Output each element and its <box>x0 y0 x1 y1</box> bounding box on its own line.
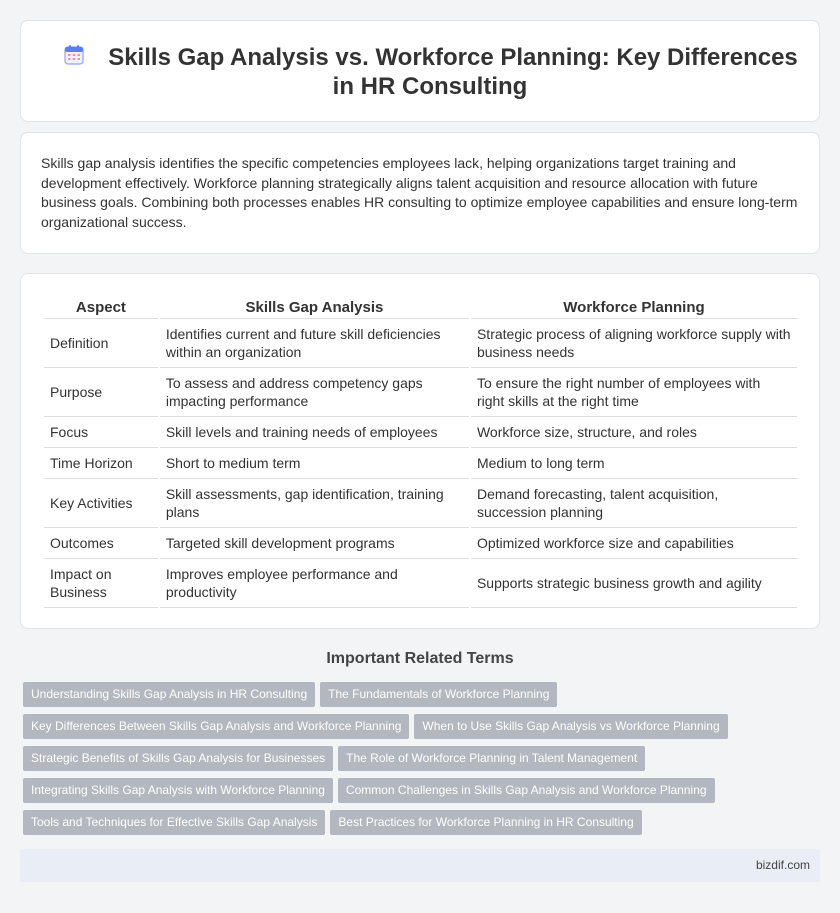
table-cell: Supports strategic business growth and agility <box>471 559 797 608</box>
related-term-link[interactable]: Understanding Skills Gap Analysis in HR Consulting <box>23 682 315 707</box>
column-header: Aspect <box>44 294 158 319</box>
table-cell: Medium to long term <box>471 448 797 479</box>
table-row <box>44 368 797 417</box>
table-cell: Optimized workforce size and capabilities <box>471 528 797 559</box>
title-wrap <box>61 43 799 101</box>
table-cell: Targeted skill development programs <box>160 528 469 559</box>
column-header: Workforce Planning <box>471 294 797 319</box>
related-term-link[interactable]: The Role of Workforce Planning in Talent Management <box>338 746 645 771</box>
table-row <box>44 559 797 608</box>
related-term-link[interactable]: When to Use Skills Gap Analysis vs Workforce Planning <box>414 714 727 739</box>
table-cell: Outcomes <box>44 528 158 559</box>
table-cell: Improves employee performance and productivity <box>160 559 469 608</box>
column-header: Skills Gap Analysis <box>160 294 469 319</box>
comparison-table <box>42 294 799 608</box>
intro-card <box>20 132 820 254</box>
table-cell: Short to medium term <box>160 448 469 479</box>
related-term-link[interactable]: Strategic Benefits of Skills Gap Analysis for Businesses <box>23 746 333 771</box>
related-term-link[interactable]: The Fundamentals of Workforce Planning <box>320 682 557 707</box>
table-cell: Impact on Business <box>44 559 158 608</box>
calendar-icon <box>62 43 86 67</box>
tag-row <box>23 810 823 842</box>
table-cell: Definition <box>44 319 158 368</box>
related-terms-title: Important Related Terms <box>326 650 514 667</box>
tag-row <box>23 682 823 714</box>
table-row <box>44 417 797 448</box>
related-term-link[interactable]: Key Differences Between Skills Gap Analysis and Workforce Planning <box>23 714 409 739</box>
table-cell: To ensure the right number of employees with right skills at the right time <box>471 368 797 417</box>
comparison-card <box>20 273 820 629</box>
table-row <box>44 528 797 559</box>
table-cell: Key Activities <box>44 479 158 528</box>
page-title: Skills Gap Analysis vs. Workforce Planning: Key Differences in HR Consulting <box>108 44 798 100</box>
related-term-link[interactable]: Integrating Skills Gap Analysis with Workforce Planning <box>23 778 333 803</box>
table-row <box>44 448 797 479</box>
table-cell: Time Horizon <box>44 448 158 479</box>
tag-row <box>23 778 823 810</box>
table-cell: Focus <box>44 417 158 448</box>
tag-row <box>23 746 823 778</box>
related-terms-list <box>23 682 823 842</box>
table-cell: Workforce size, structure, and roles <box>471 417 797 448</box>
related-term-link[interactable]: Best Practices for Workforce Planning in HR Consulting <box>330 810 641 835</box>
tag-row <box>23 714 823 746</box>
footer-site-name: bizdif.com <box>755 858 810 872</box>
table-row <box>44 479 797 528</box>
table-row <box>44 319 797 368</box>
related-term-link[interactable]: Common Challenges in Skills Gap Analysis and Workforce Planning <box>338 778 715 803</box>
intro-text: Skills gap analysis identifies the specific competencies employees lack, helping organizations target training and development effectively. Workforce planning strategically aligns talent acquisition and resource allocation with future business goals. Combining both processes enables HR consulting to optimize employee capabilities and ensure long-term organizational success. <box>41 155 798 230</box>
table-cell: Demand forecasting, talent acquisition, succession planning <box>471 479 797 528</box>
table-cell: Skill levels and training needs of employees <box>160 417 469 448</box>
table-cell: Strategic process of aligning workforce supply with business needs <box>471 319 797 368</box>
table-cell: Purpose <box>44 368 158 417</box>
table-header-row <box>44 294 797 319</box>
related-term-link[interactable]: Tools and Techniques for Effective Skills Gap Analysis <box>23 810 325 835</box>
table-cell: Skill assessments, gap identification, training plans <box>160 479 469 528</box>
table-cell: To assess and address competency gaps impacting performance <box>160 368 469 417</box>
footer <box>20 849 820 882</box>
table-cell: Identifies current and future skill deficiencies within an organization <box>160 319 469 368</box>
header-card <box>20 20 820 122</box>
